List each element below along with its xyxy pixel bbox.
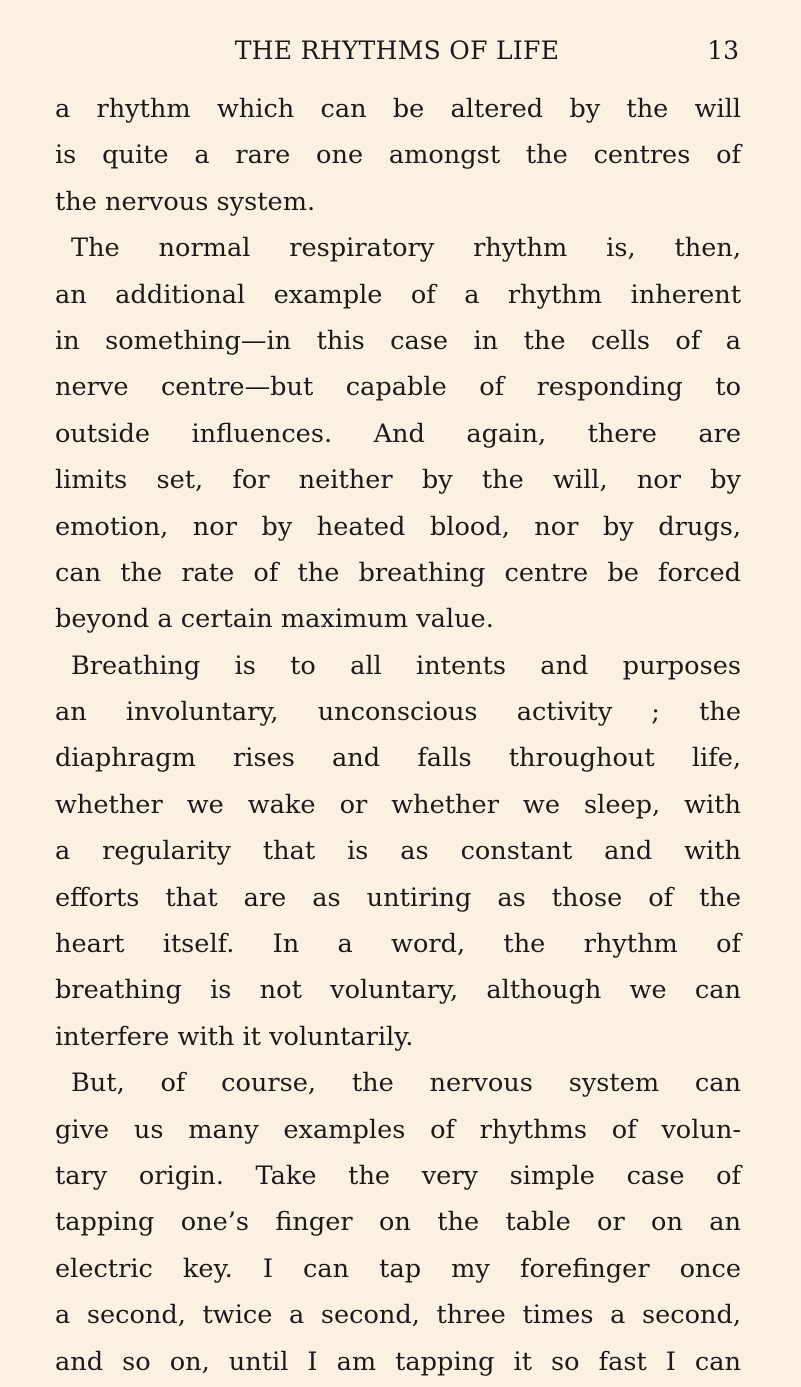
text-line: But, of course, the nervous system can (71, 1068, 741, 1099)
page-number: 13 (707, 36, 739, 65)
running-head: THE RHYTHMS OF LIFE (234, 36, 560, 65)
text-line: diaphragm rises and falls throughout life, (55, 743, 741, 774)
text-line: outside influences. And again, there are (55, 418, 741, 449)
text-line: and so on, until I am tapping it so fast I can (55, 1346, 741, 1377)
text-line: can the rate of the breathing centre be forced (55, 557, 741, 588)
text-line: whether we wake or whether we sleep, with (55, 789, 741, 820)
text-line: limits set, for neither by the will, nor by (55, 465, 741, 496)
text-line: in something—in this case in the cells of a (55, 325, 741, 356)
text-line: tary origin. Take the very simple case of (55, 1160, 741, 1191)
text-line: efforts that are as untiring as those of the (55, 882, 741, 913)
text-line: an additional example of a rhythm inherent (55, 279, 741, 310)
text-line: breathing is not voluntary, although we can (55, 975, 741, 1006)
text-line: the nervous system. (55, 186, 316, 217)
text-line: beyond a certain maximum value. (55, 604, 494, 635)
text-line: interfere with it voluntarily. (55, 1021, 414, 1052)
text-line: tapping one’s finger on the table or on an (55, 1207, 741, 1238)
text-line: a rhythm which can be altered by the will (55, 94, 741, 124)
text-line: a regularity that is as constant and with (55, 836, 741, 867)
body-text (55, 86, 741, 1385)
text-line: Breathing is to all intents and purposes (71, 650, 741, 681)
text-line: an involuntary, unconscious activity ; the (55, 697, 741, 728)
text-line: electric key. I can tap my forefinger once (55, 1253, 741, 1284)
text-line: is quite a rare one amongst the centres of (55, 140, 741, 171)
text-line: a second, twice a second, three times a second, (55, 1300, 741, 1331)
text-line: give us many examples of rhythms of volun- (55, 1114, 741, 1145)
text-line: nerve centre—but capable of responding to (55, 372, 741, 403)
text-line: emotion, nor by heated blood, nor by drugs, (55, 511, 741, 542)
page-header (55, 36, 739, 76)
text-line: The normal respiratory rhythm is, then, (71, 233, 741, 264)
text-line: heart itself. In a word, the rhythm of (55, 929, 741, 960)
